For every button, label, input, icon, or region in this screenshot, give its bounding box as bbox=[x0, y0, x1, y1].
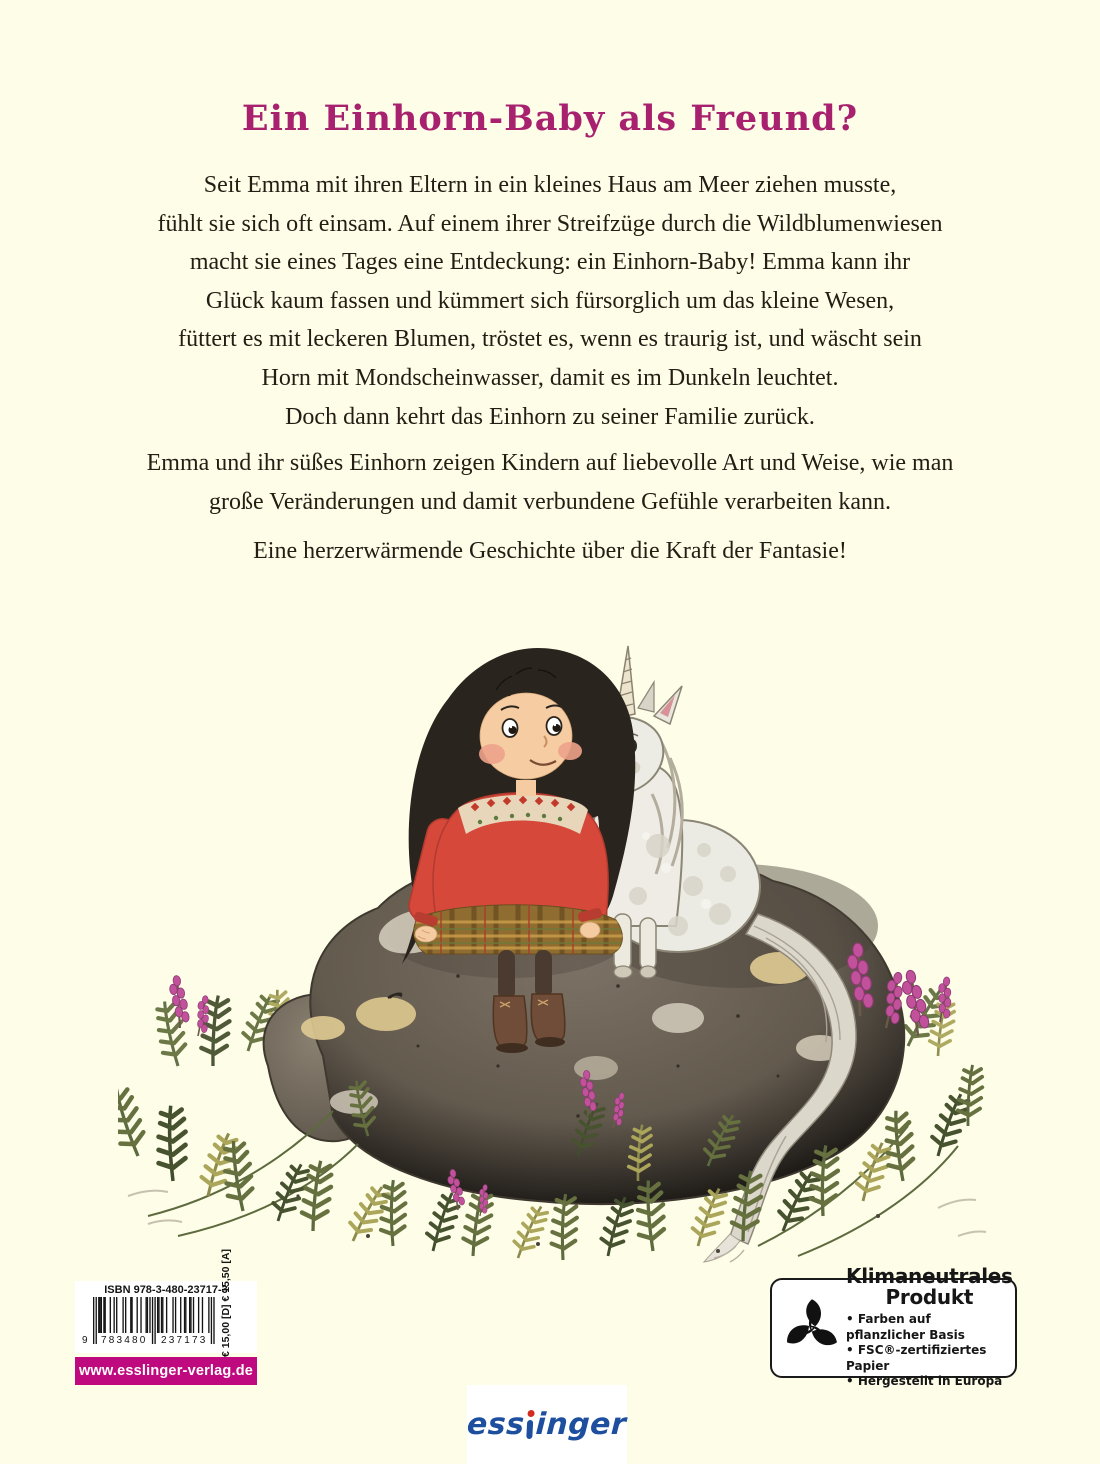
isbn-number: ISBN 978-3-480-23717-3 bbox=[104, 1284, 228, 1296]
barcode-box bbox=[75, 1249, 257, 1357]
blurb-paragraph-2 bbox=[0, 444, 1100, 521]
leaf-cycle-icon bbox=[780, 1292, 844, 1364]
publisher-website: www.esslinger-verlag.de bbox=[75, 1357, 257, 1385]
barcode-digit-lead: 9 bbox=[82, 1335, 88, 1346]
climate-bullet: • Hergestellt in Europa bbox=[846, 1374, 1013, 1390]
blurb-text bbox=[0, 166, 1100, 571]
climate-title-line1: Klimaneutrales bbox=[846, 1264, 1013, 1289]
blurb-line: Glück kaum fassen und kümmert sich fürsorglich um das kleine Wesen, bbox=[205, 287, 895, 314]
isbn-block bbox=[75, 1249, 257, 1385]
blurb-paragraph-1 bbox=[0, 166, 1100, 436]
climate-title bbox=[846, 1266, 1013, 1308]
blurb-line: Horn mit Mondscheinwasser, damit es im Dunkeln leuchtet. bbox=[261, 364, 839, 391]
blurb-line: füttert es mit leckeren Blumen, tröstet es, wenn es traurig ist, und wäscht sein bbox=[178, 326, 922, 353]
climate-bullet: • FSC®-zertifiziertes Papier bbox=[846, 1343, 1013, 1374]
blurb-line: macht sie eines Tages eine Entdeckung: ein Einhorn-Baby! Emma kann ihr bbox=[189, 249, 911, 276]
logo-text-post: inger bbox=[534, 1407, 628, 1442]
price-austria: € 15,50 [A] bbox=[220, 1249, 232, 1302]
blurb-line: fühlt sie sich oft einsam. Auf einem ihrer Streifzüge durch die Wildblumenwiesen bbox=[157, 210, 943, 237]
publisher-logo bbox=[467, 1385, 627, 1464]
barcode-digits-group2: 237173 bbox=[161, 1335, 208, 1346]
price-germany: € 15,00 [D] bbox=[220, 1304, 232, 1357]
blurb-line: Doch dann kehrt das Einhorn zu seiner Familie zurück. bbox=[285, 403, 815, 430]
price-labels bbox=[220, 1249, 233, 1357]
barcode-digits-group1: 783480 bbox=[101, 1335, 148, 1346]
blurb-tagline: Eine herzerwärmende Geschichte über die Kraft der Fantasie! bbox=[253, 538, 847, 565]
climate-title-line2: Produkt bbox=[885, 1285, 974, 1310]
logo-exclamation-icon bbox=[526, 1410, 535, 1439]
climate-bullet: • Farben auf pflanzlicher Basis bbox=[846, 1312, 1013, 1343]
cover-illustration bbox=[118, 596, 990, 1268]
page-title: Ein Einhorn-Baby als Freund? bbox=[241, 98, 859, 139]
climate-label bbox=[770, 1264, 1017, 1389]
blurb-line: große Veränderungen und damit verbundene Gefühle verarbeiten kann. bbox=[209, 488, 891, 515]
logo-text-pre: ess bbox=[466, 1407, 526, 1442]
blurb-line: Seit Emma mit ihren Eltern in ein kleines Haus am Meer ziehen musste, bbox=[203, 172, 897, 198]
climate-bullets bbox=[846, 1312, 1013, 1390]
blurb-line: Emma und ihr süßes Einhorn zeigen Kindern auf liebevolle Art und Weise, wie man bbox=[146, 450, 954, 477]
